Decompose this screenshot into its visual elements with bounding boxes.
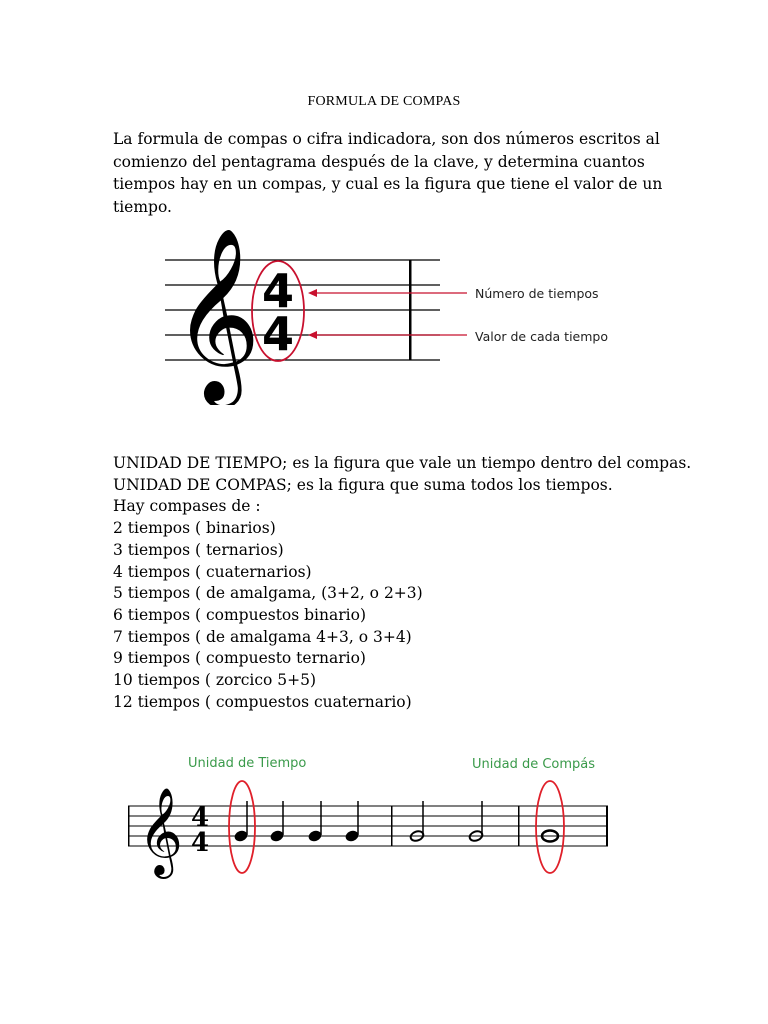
list-item: 4 tiempos ( cuaternarios) bbox=[113, 562, 312, 581]
unidad-figure bbox=[120, 745, 620, 895]
definitions-list bbox=[113, 453, 692, 713]
list-item: 9 tiempos ( compuesto ternario) bbox=[113, 649, 366, 668]
intro-line: comienzo del pentagrama después de la clave, y determina cuantos bbox=[113, 152, 645, 171]
intro-line: tiempos hay en un compas, y cual es la figura que tiene el valor de un bbox=[113, 175, 663, 193]
list-item: 7 tiempos ( de amalgama 4+3, o 3+4) bbox=[113, 627, 412, 646]
label-valor-tiempo: Valor de cada tiempo bbox=[475, 329, 608, 344]
definition-line: UNIDAD DE TIEMPO; es la figura que vale un tiempo dentro del compas. bbox=[113, 454, 692, 472]
label-unidad-tiempo: Unidad de Tiempo bbox=[188, 756, 307, 771]
label-numero-tiempos: Número de tiempos bbox=[475, 286, 599, 301]
time-signature-figure bbox=[150, 225, 620, 405]
time-signature-top: 4 bbox=[261, 264, 295, 318]
intro-line: La formula de compas o cifra indicadora, son dos números escritos al bbox=[113, 130, 660, 148]
staff-start-line bbox=[128, 806, 130, 846]
time-signature-top: 4 bbox=[190, 803, 210, 833]
quarter-note bbox=[307, 801, 323, 843]
list-item: 10 tiempos ( zorcico 5+5) bbox=[113, 671, 317, 690]
barline bbox=[409, 260, 412, 360]
arrow-numero-tiempos bbox=[308, 289, 467, 297]
barline bbox=[391, 806, 393, 846]
label-unidad-compas: Unidad de Compás bbox=[472, 757, 596, 772]
quarter-note bbox=[269, 801, 285, 843]
quarter-note bbox=[233, 801, 249, 843]
list-item: 5 tiempos ( de amalgama, (3+2, o 2+3) bbox=[113, 584, 423, 603]
list-item: 6 tiempos ( compuestos binario) bbox=[113, 605, 366, 624]
arrow-valor-tiempo bbox=[308, 331, 467, 339]
definition-line: Hay compases de : bbox=[113, 497, 261, 516]
treble-clef-icon: 𝄞 bbox=[138, 786, 183, 875]
barline bbox=[518, 806, 520, 846]
time-signature-bottom: 4 bbox=[190, 828, 210, 858]
intro-line: tiempo. bbox=[113, 197, 172, 216]
quarter-note bbox=[344, 801, 360, 843]
unidad-compas-circle bbox=[536, 781, 564, 873]
intro-paragraph bbox=[113, 128, 663, 218]
document-title: FORMULA DE COMPAS bbox=[307, 94, 461, 109]
definition-line: UNIDAD DE COMPAS; es la figura que suma todos los tiempos. bbox=[113, 475, 613, 494]
treble-clef-icon: 𝄞 bbox=[172, 227, 261, 401]
unidad-tiempo-circle bbox=[229, 781, 255, 873]
barline-final bbox=[606, 806, 608, 846]
list-item: 12 tiempos ( compuestos cuaternario) bbox=[113, 692, 412, 711]
list-item: 3 tiempos ( ternarios) bbox=[113, 540, 284, 559]
list-item: 2 tiempos ( binarios) bbox=[113, 519, 276, 538]
time-signature-bottom: 4 bbox=[261, 307, 295, 361]
